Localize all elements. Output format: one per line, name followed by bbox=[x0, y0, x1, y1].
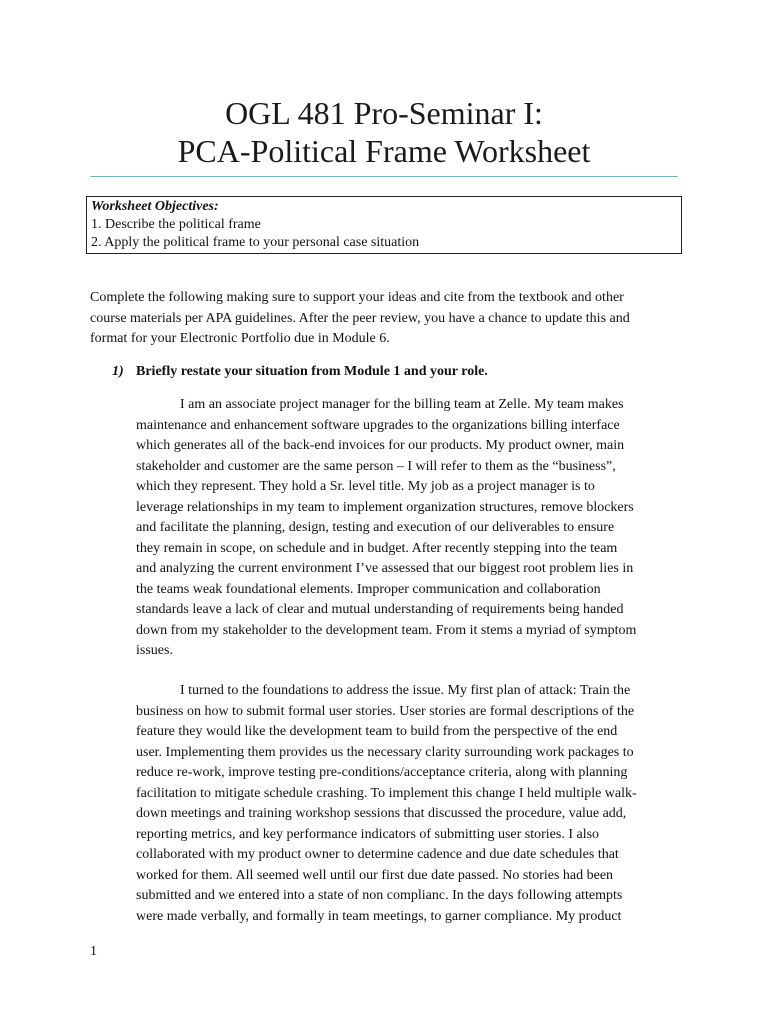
answer-line: I am an associate project manager for the billing team at Zelle. My team makes bbox=[180, 397, 624, 412]
answer-line: facilitation to mitigate schedule crashing. To implement this change I held multiple walk- bbox=[136, 785, 637, 801]
page-number: 1 bbox=[90, 944, 97, 959]
answer-line: user. Implementing them provides us the necessary clarity surrounding work packages to bbox=[136, 744, 634, 760]
answer-line: issues. bbox=[136, 643, 173, 658]
question-text: Briefly restate your situation from Module 1 and your role. bbox=[136, 364, 488, 379]
answer-line: down from my stakeholder to the development team. From it stems a myriad of symptom bbox=[136, 622, 637, 638]
answer-line: which they represent. They hold a Sr. level title. My job as a project manager is to bbox=[136, 479, 595, 494]
objectives-box bbox=[86, 196, 682, 254]
answer-line: which generates all of the back-end invoices for our products. My product owner, main bbox=[136, 438, 625, 453]
answer-line: and analyzing the current environment I’ve assessed that our biggest root problem lies in bbox=[136, 561, 634, 576]
answer-line: submitted and we entered into a state of non complianc. In the days following attempts bbox=[136, 888, 623, 903]
answer-line: leverage relationships in my team to implement organization structures, remove blockers bbox=[136, 499, 634, 515]
instructions-line: Complete the following making sure to support your ideas and cite from the textbook and other bbox=[90, 290, 624, 305]
objective-item: 1. Describe the political frame bbox=[91, 217, 261, 232]
answer-line: and facilitate the planning, design, testing and execution of our deliverables to ensure bbox=[136, 520, 615, 535]
answer-line: business on how to submit formal user stories. User stories are formal descriptions of the bbox=[136, 703, 635, 719]
answer-line: standards leave a lack of clear and mutual understanding of requirements being handed bbox=[136, 602, 624, 617]
worksheet-title bbox=[90, 94, 678, 170]
answer-paragraph-1 bbox=[136, 395, 676, 662]
answer-line: feature they would like the development team to build from the perspective of the end bbox=[136, 724, 618, 739]
objectives-heading: Worksheet Objectives: bbox=[91, 199, 219, 214]
instructions-line: format for your Electronic Portfolio due in Module 6. bbox=[90, 331, 390, 346]
answer-line: were made verbally, and formally in team meetings, to garner compliance. My product bbox=[136, 908, 622, 924]
title-line-1: OGL 481 Pro-Seminar I: bbox=[225, 95, 543, 131]
instructions-line: course materials per APA guidelines. After the peer review, you have a chance to update this and bbox=[90, 310, 630, 326]
title-divider bbox=[90, 176, 678, 177]
answer-line: reduce re-work, improve testing pre-conditions/acceptance criteria, along with planning bbox=[136, 765, 628, 780]
answer-line: maintenance and enhancement software upgrades to the organizations billing interface bbox=[136, 417, 620, 433]
objective-item: 2. Apply the political frame to your personal case situation bbox=[91, 235, 420, 250]
answer-line: they remain in scope, on schedule and in budget. After recently stepping into the team bbox=[136, 540, 618, 556]
answer-line: reporting metrics, and key performance indicators of submitting user stories. I also bbox=[136, 826, 600, 842]
answer-line: I turned to the foundations to address the issue. My first plan of attack: Train the bbox=[180, 683, 631, 698]
question-1 bbox=[112, 362, 672, 382]
answer-paragraph-2 bbox=[136, 681, 676, 927]
answer-line: worked for them. All seemed well until our first due date passed. No stories had been bbox=[136, 867, 614, 883]
answer-line: down meetings and training workshop sessions that discussed the procedure, value add, bbox=[136, 806, 627, 821]
answer-line: stakeholder and customer are the same person – I will refer to them as the “business”, bbox=[136, 458, 616, 474]
answer-line: the teams weak foundational elements. Improper communication and collaboration bbox=[136, 581, 601, 597]
instructions-paragraph bbox=[90, 288, 680, 350]
question-number: 1) bbox=[112, 364, 124, 379]
title-line-2: PCA-Political Frame Worksheet bbox=[177, 133, 591, 169]
answer-line: collaborated with my product owner to determine cadence and due date schedules that bbox=[136, 847, 619, 862]
